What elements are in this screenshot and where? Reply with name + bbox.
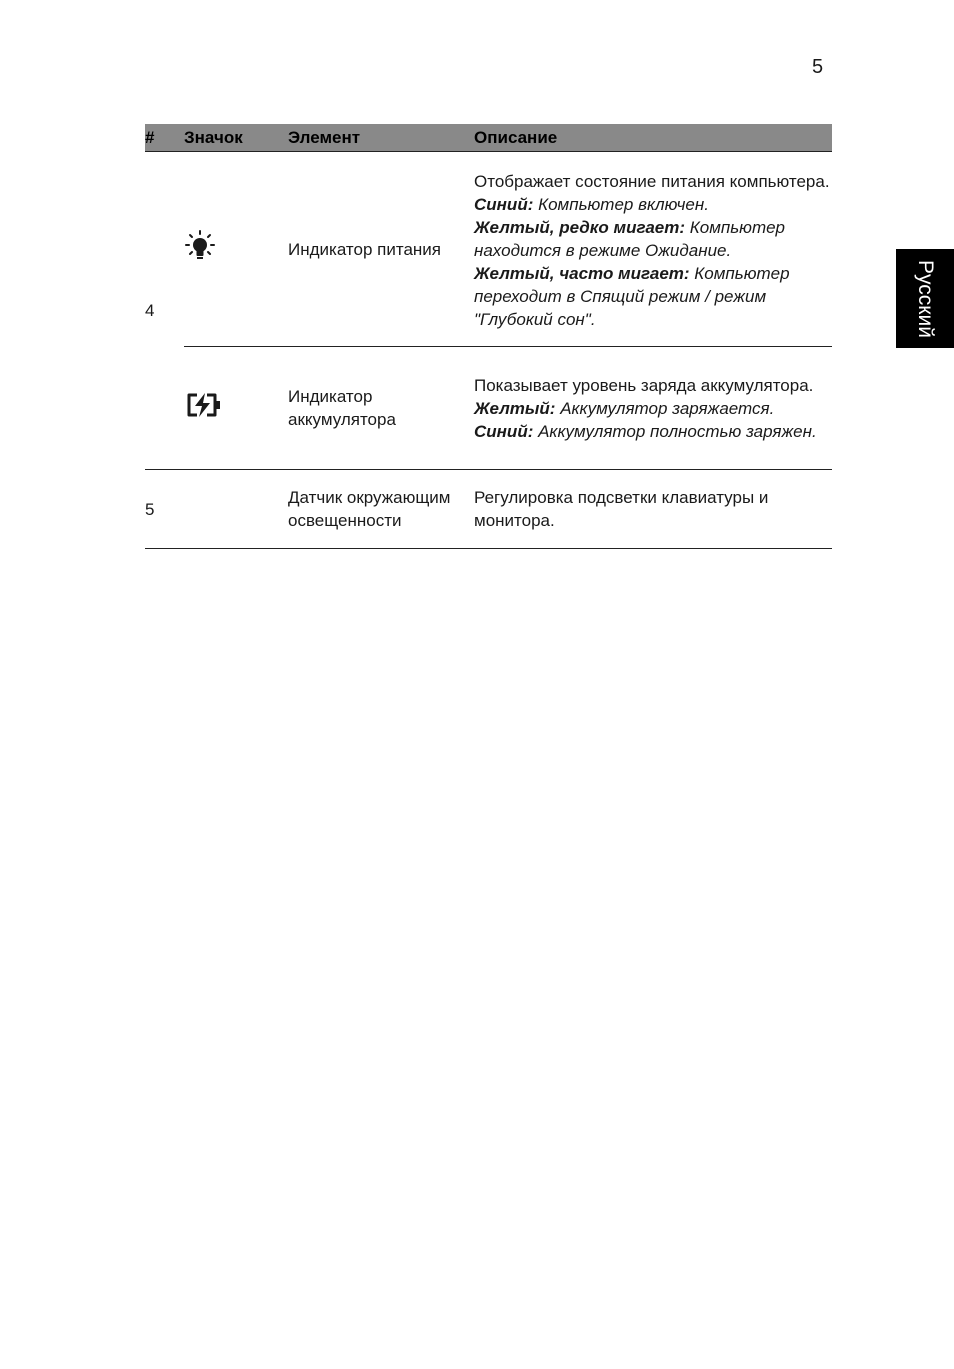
description-item — [474, 216, 832, 262]
status-label: Синий: — [474, 421, 534, 441]
description-item — [474, 193, 832, 216]
status-text: Аккумулятор полностью заряжен. — [533, 421, 817, 441]
description-intro: Отображает состояние питания компьютера. — [474, 171, 830, 191]
element-description — [474, 152, 832, 347]
status-text: Компьютер переходит в Спящий режим / режим "Глубокий сон". — [474, 263, 790, 329]
table-row — [145, 152, 832, 347]
header-icon: Значок — [184, 124, 288, 152]
description-item — [474, 262, 832, 331]
row-number: 5 — [145, 470, 184, 549]
header-num: # — [145, 124, 184, 152]
status-label: Желтый, редко мигает: — [474, 217, 686, 237]
element-description — [474, 347, 832, 470]
description-item — [474, 420, 832, 443]
icon-cell — [184, 470, 288, 549]
page-number: 5 — [812, 56, 824, 78]
status-label: Желтый: — [474, 398, 556, 418]
status-label: Желтый, часто мигает: — [474, 263, 690, 283]
element-description — [474, 470, 832, 549]
icon-cell — [184, 152, 288, 347]
description-intro: Регулировка подсветки клавиатуры и монитора. — [474, 488, 769, 530]
element-name: Индикатор питания — [288, 152, 474, 347]
header-description: Описание — [474, 124, 832, 152]
table-row — [145, 347, 832, 470]
status-text: Компьютер находится в режиме Ожидание. — [474, 217, 786, 260]
battery-charging-icon — [184, 391, 224, 425]
language-tab — [896, 249, 954, 348]
element-name: Индикатор аккумулятора — [288, 347, 474, 470]
table-header-row — [145, 124, 832, 152]
table-row — [145, 470, 832, 549]
power-light-icon — [184, 229, 216, 269]
icon-cell — [184, 347, 288, 470]
language-tab-label: Русский — [914, 259, 937, 338]
header-element: Элемент — [288, 124, 474, 152]
status-text: Компьютер включен. — [533, 194, 709, 214]
status-text: Аккумулятор заряжается. — [555, 398, 775, 418]
status-label: Синий: — [474, 194, 534, 214]
description-item — [474, 397, 832, 420]
indicator-table — [145, 124, 832, 549]
element-name: Датчик окружающим освещенности — [288, 470, 474, 549]
row-number: 4 — [145, 152, 184, 470]
description-intro: Показывает уровень заряда аккумулятора. — [474, 375, 814, 395]
